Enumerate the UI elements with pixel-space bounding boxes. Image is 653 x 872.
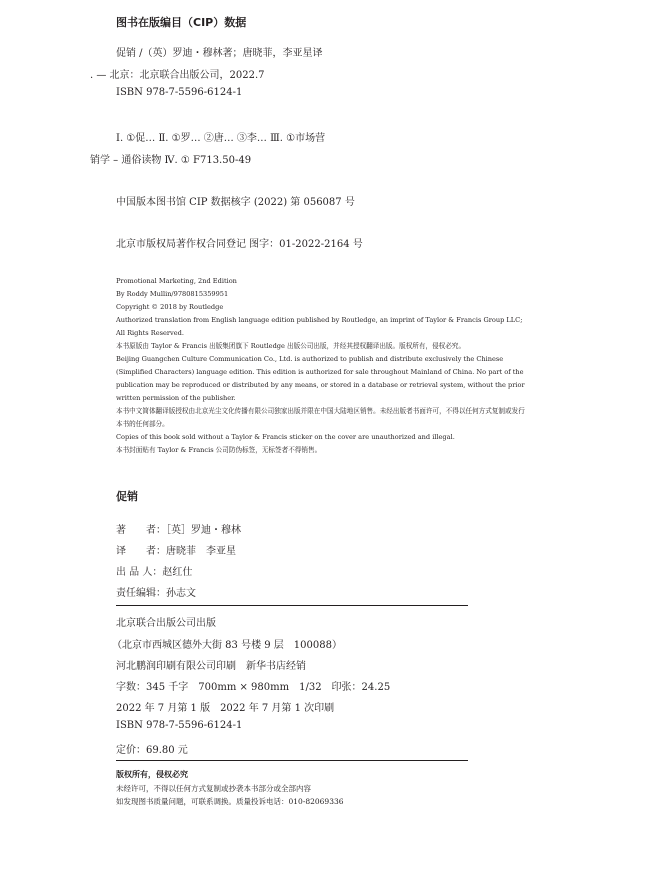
- cip-heading: 图书在版编目（CIP）数据: [116, 16, 247, 29]
- cip-isbn: ISBN 978-7-5596-6124-1: [116, 87, 243, 98]
- publisher-address: （北京市西城区德外大街 83 号楼 9 层 100088）: [112, 640, 342, 651]
- notice-line: Promotional Marketing, 2nd Edition: [116, 277, 237, 285]
- divider-bottom: [116, 760, 468, 761]
- credit-editor: [116, 584, 196, 599]
- cip-publisher-line: . — 北京：北京联合出版公司，2022.7: [90, 70, 265, 81]
- notice-line: Authorized translation from English language edition published by Routledge, an imprint of Taylor & Francis Group LLC; All Rights Reserved.: [116, 316, 523, 337]
- credit-label: 责任编辑：: [116, 588, 166, 599]
- rights-line: 未经许可，不得以任何方式复制或抄袭本书部分或全部内容: [116, 784, 311, 793]
- credit-value: 唐晓菲 李亚星: [166, 546, 236, 557]
- price: 定价：69.80 元: [116, 745, 188, 756]
- credit-value: 孙志文: [166, 588, 196, 599]
- cip-subject-line-1: Ⅰ. ①促… Ⅱ. ①罗… ②唐… ③李… Ⅲ. ①市场营: [116, 133, 326, 144]
- book-title: 促销: [116, 490, 138, 503]
- cip-subject-line-2: 销学 – 通俗读物 Ⅳ. ① F713.50-49: [90, 155, 252, 166]
- copyright-notice: [116, 275, 526, 457]
- cip-record-number: 中国版本图书馆 CIP 数据核字 (2022) 第 056087 号: [116, 197, 355, 208]
- notice-line: Copyright © 2018 by Routledge: [116, 303, 224, 311]
- credit-translator: [116, 542, 236, 557]
- credit-value: ［英］罗迪・穆林: [166, 525, 241, 536]
- notice-line: Beijing Guangchen Culture Communication Co., Ltd. is authorized to publish and distribute exclusively the Chinese (Simplified Characters) language edition. This edition is authorized for sale throughout Mainland of China. No part of the publication may be reproduced or distributed by any means, or stored in a database or retrieval system, without the prior written permission of the publisher.: [116, 355, 525, 402]
- printer: 河北鹏润印刷有限公司印刷 新华书店经销: [116, 661, 306, 672]
- credit-author: [116, 521, 241, 536]
- credit-producer: [116, 563, 192, 578]
- divider-top: [116, 605, 468, 606]
- rights-heading: 版权所有，侵权必究: [116, 770, 188, 779]
- book-specs: 字数：345 千字 700mm × 980mm 1/32 印张：24.25: [116, 682, 391, 693]
- credit-label: 译 者：: [116, 546, 166, 557]
- credit-label: 著 者：: [116, 525, 166, 536]
- notice-line: 本书封面贴有 Taylor & Francis 公司防伪标签，无标签者不得销售。: [116, 446, 322, 454]
- isbn: ISBN 978-7-5596-6124-1: [116, 720, 243, 731]
- copyright-registration: 北京市版权局著作权合同登记 图字：01-2022-2164 号: [116, 239, 363, 250]
- notice-line: Copies of this book sold without a Taylor & Francis sticker on the cover are unauthorized and illegal.: [116, 433, 455, 441]
- quality-complaint-line: 如发现图书质量问题，可联系调换。质量投诉电话：010-82069336: [116, 797, 344, 806]
- notice-line: By Roddy Mullin/9780815359951: [116, 290, 229, 298]
- notice-line: 本书原版由 Taylor & Francis 出版集团旗下 Routledge 出版公司出版，并经其授权翻译出版。版权所有，侵权必究。: [116, 342, 466, 350]
- publisher: 北京联合出版公司出版: [116, 618, 216, 629]
- credit-value: 赵红仕: [162, 567, 193, 578]
- notice-line: 本书中文简体翻译版授权由北京光尘文化传播有限公司独家出版并限在中国大陆地区销售。未经出版者书面许可，不得以任何方式复制或发行本书的任何部分。: [116, 407, 525, 428]
- cip-title-line: 促销 /（英）罗迪・穆林著；唐晓菲，李亚星译: [116, 48, 323, 59]
- edition-info: 2022 年 7 月第 1 版 2022 年 7 月第 1 次印刷: [116, 703, 335, 714]
- credit-label: 出 品 人：: [116, 567, 163, 578]
